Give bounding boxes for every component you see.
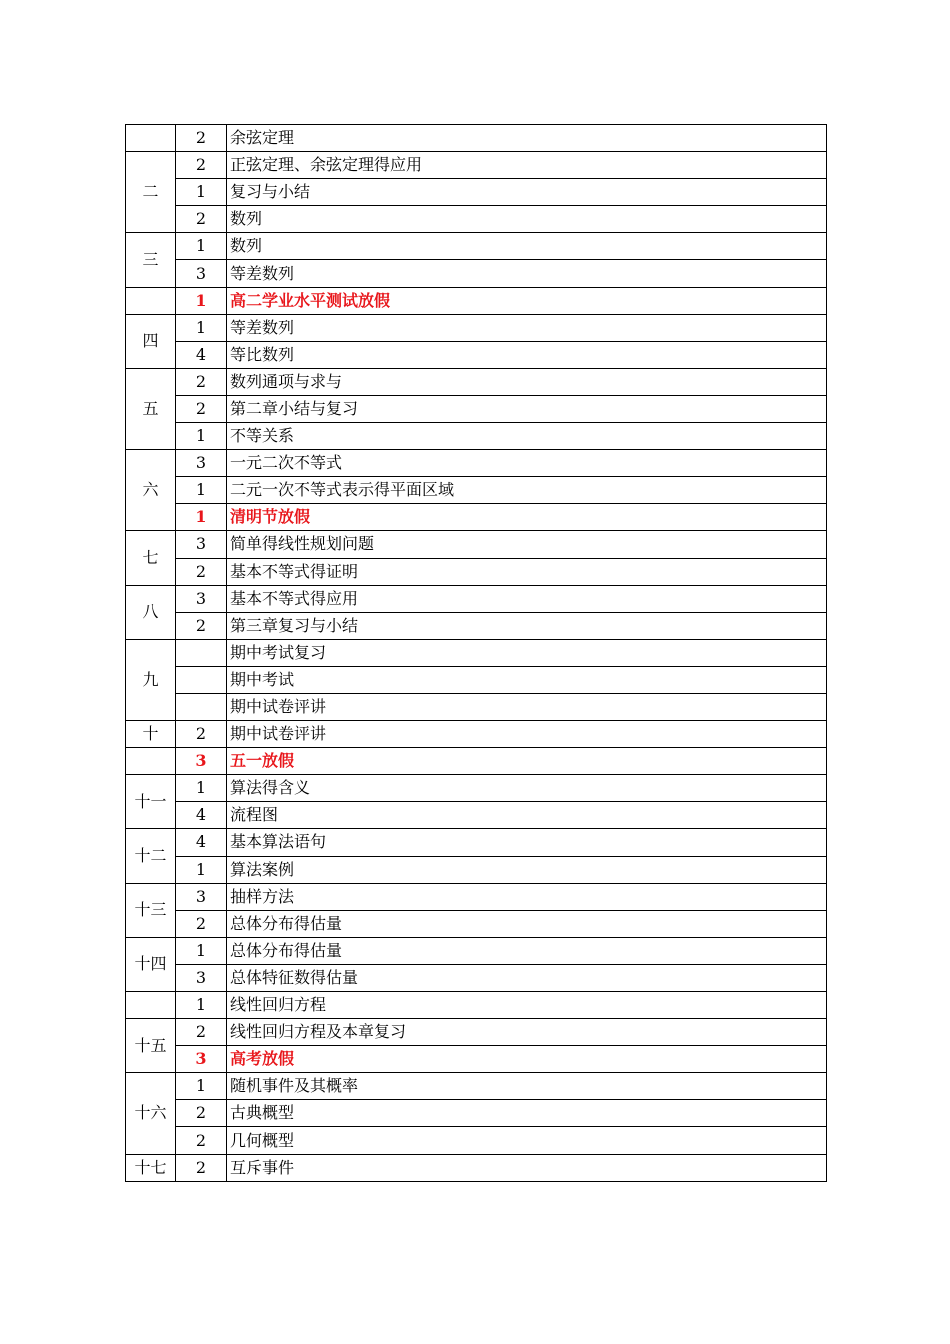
week-cell: 六 [126, 450, 176, 531]
week-cell: 十六 [126, 1073, 176, 1154]
holiday-topic-cell: 高二学业水平测试放假 [227, 287, 827, 314]
hours-cell: 2 [176, 721, 227, 748]
hours-cell: 1 [176, 477, 227, 504]
table-row [126, 1073, 827, 1100]
hours-cell: 1 [176, 233, 227, 260]
topic-cell: 余弦定理 [227, 125, 827, 152]
table-row [126, 287, 827, 314]
topic-cell: 基本不等式得应用 [227, 585, 827, 612]
hours-cell: 3 [176, 883, 227, 910]
table-row [126, 504, 827, 531]
table-row [126, 341, 827, 368]
topic-cell: 总体分布得估量 [227, 937, 827, 964]
hours-cell: 1 [176, 423, 227, 450]
topic-cell: 线性回归方程 [227, 992, 827, 1019]
table-row [126, 829, 827, 856]
week-cell: 十一 [126, 775, 176, 829]
hours-cell: 4 [176, 829, 227, 856]
hours-cell: 1 [176, 179, 227, 206]
table-row [126, 721, 827, 748]
hours-cell: 3 [176, 964, 227, 991]
table-row [126, 368, 827, 395]
hours-cell: 2 [176, 368, 227, 395]
table-row [126, 125, 827, 152]
topic-cell: 简单得线性规划问题 [227, 531, 827, 558]
table-row [126, 1154, 827, 1181]
table-row [126, 1019, 827, 1046]
table-row [126, 964, 827, 991]
table-row [126, 992, 827, 1019]
table-row [126, 477, 827, 504]
week-cell [126, 287, 176, 314]
hours-cell: 3 [176, 260, 227, 287]
hours-cell: 3 [176, 1046, 227, 1073]
topic-cell: 总体分布得估量 [227, 910, 827, 937]
hours-cell: 1 [176, 775, 227, 802]
hours-cell: 2 [176, 1100, 227, 1127]
hours-cell: 3 [176, 531, 227, 558]
topic-cell: 数列 [227, 206, 827, 233]
schedule-table [125, 124, 827, 1182]
topic-cell: 古典概型 [227, 1100, 827, 1127]
table-row [126, 802, 827, 829]
hours-cell [176, 639, 227, 666]
week-cell: 八 [126, 585, 176, 639]
topic-cell: 基本不等式得证明 [227, 558, 827, 585]
topic-cell: 基本算法语句 [227, 829, 827, 856]
topic-cell: 互斥事件 [227, 1154, 827, 1181]
topic-cell: 等差数列 [227, 260, 827, 287]
table-row [126, 395, 827, 422]
table-row [126, 883, 827, 910]
week-cell: 十四 [126, 937, 176, 991]
table-row [126, 206, 827, 233]
hours-cell [176, 693, 227, 720]
table-row [126, 1127, 827, 1154]
hours-cell: 2 [176, 1127, 227, 1154]
week-cell: 二 [126, 152, 176, 233]
schedule-body [126, 125, 827, 1182]
hours-cell: 1 [176, 856, 227, 883]
hours-cell: 4 [176, 802, 227, 829]
week-cell [126, 125, 176, 152]
topic-cell: 算法得含义 [227, 775, 827, 802]
topic-cell: 数列通项与求与 [227, 368, 827, 395]
topic-cell: 随机事件及其概率 [227, 1073, 827, 1100]
table-row [126, 937, 827, 964]
hours-cell: 2 [176, 395, 227, 422]
holiday-topic-cell: 五一放假 [227, 748, 827, 775]
hours-cell: 3 [176, 748, 227, 775]
table-row [126, 693, 827, 720]
table-row [126, 314, 827, 341]
topic-cell: 二元一次不等式表示得平面区域 [227, 477, 827, 504]
table-row [126, 1046, 827, 1073]
week-cell: 九 [126, 639, 176, 720]
hours-cell: 2 [176, 1019, 227, 1046]
week-cell [126, 992, 176, 1019]
table-row [126, 531, 827, 558]
week-cell: 十三 [126, 883, 176, 937]
topic-cell: 期中考试 [227, 666, 827, 693]
topic-cell: 一元二次不等式 [227, 450, 827, 477]
hours-cell: 1 [176, 504, 227, 531]
table-row [126, 558, 827, 585]
table-row [126, 775, 827, 802]
table-row [126, 260, 827, 287]
hours-cell: 1 [176, 937, 227, 964]
hours-cell: 1 [176, 314, 227, 341]
topic-cell: 等差数列 [227, 314, 827, 341]
topic-cell: 期中考试复习 [227, 639, 827, 666]
table-row [126, 910, 827, 937]
table-row [126, 450, 827, 477]
hours-cell: 3 [176, 585, 227, 612]
week-cell: 十二 [126, 829, 176, 883]
hours-cell: 2 [176, 206, 227, 233]
holiday-topic-cell: 清明节放假 [227, 504, 827, 531]
hours-cell: 2 [176, 558, 227, 585]
week-cell: 三 [126, 233, 176, 287]
topic-cell: 期中试卷评讲 [227, 693, 827, 720]
table-row [126, 423, 827, 450]
holiday-topic-cell: 高考放假 [227, 1046, 827, 1073]
topic-cell: 第二章小结与复习 [227, 395, 827, 422]
hours-cell: 2 [176, 125, 227, 152]
table-row [126, 233, 827, 260]
hours-cell: 3 [176, 450, 227, 477]
table-row [126, 152, 827, 179]
hours-cell: 1 [176, 287, 227, 314]
hours-cell: 4 [176, 341, 227, 368]
table-row [126, 856, 827, 883]
table-row [126, 612, 827, 639]
hours-cell: 2 [176, 612, 227, 639]
week-cell: 十五 [126, 1019, 176, 1073]
week-cell: 四 [126, 314, 176, 368]
week-cell: 十七 [126, 1154, 176, 1181]
topic-cell: 总体特征数得估量 [227, 964, 827, 991]
hours-cell: 2 [176, 1154, 227, 1181]
week-cell: 五 [126, 368, 176, 449]
topic-cell: 数列 [227, 233, 827, 260]
topic-cell: 等比数列 [227, 341, 827, 368]
topic-cell: 线性回归方程及本章复习 [227, 1019, 827, 1046]
week-cell: 十 [126, 721, 176, 748]
topic-cell: 抽样方法 [227, 883, 827, 910]
topic-cell: 复习与小结 [227, 179, 827, 206]
topic-cell: 几何概型 [227, 1127, 827, 1154]
topic-cell: 正弦定理、余弦定理得应用 [227, 152, 827, 179]
table-row [126, 639, 827, 666]
topic-cell: 期中试卷评讲 [227, 721, 827, 748]
hours-cell: 2 [176, 152, 227, 179]
week-cell: 七 [126, 531, 176, 585]
hours-cell: 2 [176, 910, 227, 937]
hours-cell: 1 [176, 1073, 227, 1100]
table-row [126, 1100, 827, 1127]
table-row [126, 666, 827, 693]
topic-cell: 算法案例 [227, 856, 827, 883]
hours-cell [176, 666, 227, 693]
table-row [126, 585, 827, 612]
topic-cell: 第三章复习与小结 [227, 612, 827, 639]
table-row [126, 748, 827, 775]
hours-cell: 1 [176, 992, 227, 1019]
week-cell [126, 748, 176, 775]
topic-cell: 流程图 [227, 802, 827, 829]
table-row [126, 179, 827, 206]
topic-cell: 不等关系 [227, 423, 827, 450]
